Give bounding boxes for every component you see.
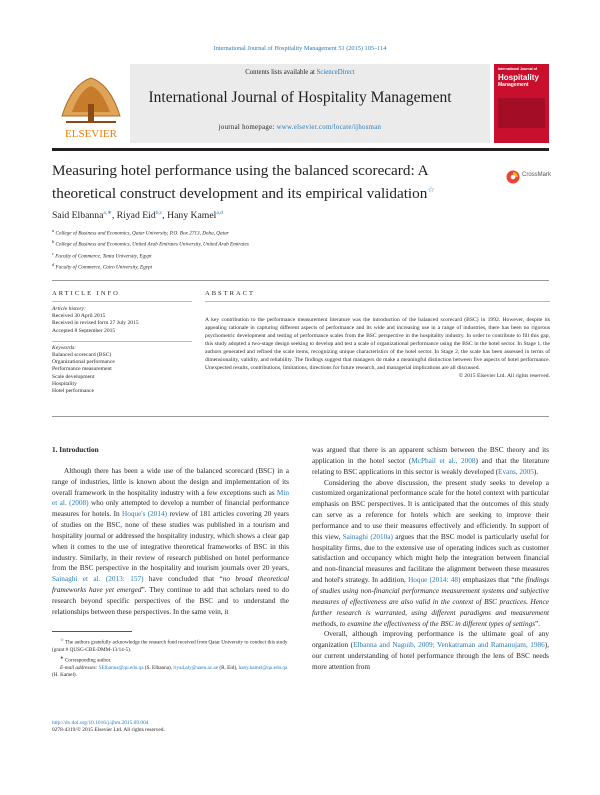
keyword: Hotel performance (52, 388, 95, 395)
funding-note: The authors gratefully acknowledge the research fund received from Qatar University to conduct this study (grant # QUSG-CBE-DMM-13/14-5). (52, 639, 288, 653)
citation-link[interactable]: Sainaghi (2010a) (342, 532, 393, 541)
homepage-link[interactable]: www.elsevier.com/locate/ijhosman (276, 124, 382, 131)
crossmark-label: CrossMark (522, 172, 552, 178)
keyword: Hospitality (52, 380, 77, 387)
quote: no broad theoretical frameworks have yet emerged (52, 575, 289, 595)
affiliation: $^d$ Faculty of Commerce, Cairo University, Egypt (52, 262, 153, 272)
divider (205, 301, 550, 302)
abstract (205, 306, 550, 380)
history-label: Article history: (52, 306, 87, 312)
quote: the findings of studies using non-financial performance measurement systems and subjective measures of effectiveness are also valid in the context of BSC practices. Hence further research is warranted, using different paradigms and measurement methods, to examine the effectiveness of the BSC in different types of settings (312, 576, 550, 628)
doi-block (52, 720, 289, 734)
paragraph: Although there has been a wide use of the balanced scorecard (BSC) in a range of industries, little is known about the design and implementation of its overall framework in the hospitality industry with a few exceptions such as Min et al. (2008) who only attempted to develop a number of financial performance measures for hotels. In Hoque's (2014) review of 181 articles covering 20 years of studies on the BSC, none of these studies was published in a tourism and hospitality journal or addressed the hospitality industry, which shows a clear gap when it comes to the use of integrative theoretical frameworks of BSC in this industry. Similarly, in their review of research published on hotel performance from the BSC perspective in the hospitality and tourism journals over 20 years, Sainaghi et al. (2013: 157) have concluded that “no broad theoretical frameworks have yet emerged”. They continue to add that scholars need to do research beyond specific perspectives of the BSC and to understand the relationships between these perspectives. In the same vein, it (52, 466, 289, 616)
keywords-label: Keywords: (52, 344, 77, 351)
cover-line-1: International Journal of (498, 67, 537, 71)
crossmark-badge[interactable] (506, 168, 550, 186)
journal-citation[interactable]: International Journal of Hospitality Management 51 (2015) 105–114 (213, 45, 387, 52)
citation-link[interactable]: Evans, 2005 (498, 467, 534, 476)
article-title: Measuring hotel performance using the balanced scorecard: A theoretical construct development and its empirical validation☆ (52, 162, 435, 202)
email-link[interactable]: SElbanna@qu.edu.qa (98, 665, 144, 672)
author-list: Said Elbanna$^{a,∗}$, Riyad Eid$^{b,c}$, Hany Kamel$^{a,d}$ (52, 210, 223, 222)
abstract-heading: ABSTRACT (205, 290, 255, 297)
body-column-right (312, 445, 549, 673)
abstract-copyright: © 2015 Elsevier Ltd. All rights reserved. (458, 373, 550, 379)
citation-link[interactable]: Min et al. (2008) (52, 488, 289, 508)
author-name: Riyad Eid (116, 210, 156, 222)
body-column-left (52, 445, 289, 618)
sciencedirect-link[interactable]: ScienceDirect (316, 69, 355, 76)
author-sup[interactable]: b,c (155, 210, 163, 216)
journal-homepage: journal homepage: www.elsevier.com/locate/ijhosman (218, 124, 382, 131)
article-info-heading: ARTICLE INFO (52, 290, 120, 297)
cover-line-3: Management (498, 81, 529, 88)
keyword: Organizational performance (52, 359, 115, 366)
cover-line-2: Hospitality (498, 72, 539, 82)
author-name: Hany Kamel (167, 210, 217, 222)
history-item: Received 30 April 2015 (52, 313, 106, 320)
publisher-name: ELSEVIER (65, 128, 117, 140)
citation-link[interactable]: Hoque's (2014) (121, 510, 168, 519)
journal-title: International Journal of Hospitality Management (148, 89, 452, 106)
affiliation: $^b$ College of Business and Economics, United Arab Emirates University, United Arab Emirates (52, 239, 249, 249)
title-footnote-mark[interactable]: ☆ (427, 184, 435, 194)
history-item: Accepted 8 September 2015 (52, 327, 116, 334)
paragraph: Overall, although improving performance is the ultimate goal of any organization (Elbanna and Naguib, 2009; Venkatraman and Ramanujam, 1986), our current understanding of hotel performance through the lens of BSC needs more attention from (312, 630, 549, 671)
divider (52, 280, 549, 281)
abstract-text: A key contribution to the performance measurement literature was the introduction of the balanced scorecard (BSC) in 1992. However, despite its appealing rationale in capturing different aspects of performance and its wide and increasing use in a range of industries, there has been no rigorous psychometric development and testing of performance scales from the BSC perspective in the hospitality industry. In order to contribute to fill this gap, this study adopted a two-stage design seeking to develop and test a scale of organizational performance using the BSC in the hotel sector. In Stage 1, the authors generated and refined the scale items, recognizing unique characteristics of the hotel sector. In Stage 2, the scale has been assessed in terms of dimensionality, validity, and reliability. The findings suggest that managers do make a meaningful distinction between five aspects of hotel performance. Unexpected results, contributions, limitations, directions for future research, and managerial implications are all discussed. (205, 317, 550, 371)
author-sup[interactable]: a,∗ (103, 210, 112, 216)
citation-link[interactable]: McPhail et al., 2008 (411, 456, 476, 465)
email-link[interactable]: riyad.aly@uaeu.ac.ae (173, 665, 219, 672)
doi-link[interactable]: http://dx.doi.org/10.1016/j.ijhm.2015.09.004 (52, 720, 149, 726)
divider (52, 301, 192, 302)
keyword: Scale development (52, 373, 95, 380)
divider (52, 416, 549, 417)
keyword: Performance measurement (52, 366, 112, 373)
journal-cover-image (494, 64, 549, 143)
article-info (52, 306, 192, 395)
crossmark-icon (506, 170, 520, 184)
footnote-rule (52, 631, 132, 632)
author-name: Said Elbanna (52, 210, 104, 222)
corresponding-author-note: Corresponding author. (64, 657, 112, 664)
citation-link[interactable]: Sainaghi et al. (2013: 157) (52, 575, 144, 584)
paragraph: was argued that there is an apparent schism between the BSC theory and its application in the hotel sector (McPhail et al., 2008) and that the literature relating to BSC applications in this sector is weakly developed (Evans, 2005). (312, 446, 549, 476)
citation-link[interactable]: Elbanna and Naguib, 2009; Venkatraman and Ramanujam, 1986 (353, 641, 545, 650)
paragraph: Considering the above discussion, the present study seeks to develop a customized organizational performance scale for the hotel context with particular emphasis on BSC perspectives. It is anticipated that the outcomes of this study can serve as a reference for hotels which are seeking to improve their performance and to use their measures effectively and efficiently. In support of this view, Sainaghi (2010a) argues that the BSC model is particularly useful for hospitality firms, due to the extensive use of operating indices such as customer satisfaction and occupancy which might help the integration between financial and non-financial measures and facilitate the alignment between these measures and hotel's strategy. In addition, Hoque (2014: 48) emphasizes that “the findings of studies using non-financial performance measurement systems and subjective measures of effectiveness are also valid in the context of BSC practices. Hence further research is warranted, using different paradigms and measurement methods, to examine the effectiveness of the BSC in different types of settings”. (312, 478, 550, 628)
author-sup[interactable]: a,d (216, 210, 223, 216)
issn-line: 0278-4319/© 2015 Elsevier Ltd. All rights reserved. (52, 727, 165, 734)
affiliation: $^a$ College of Business and Economics, Qatar University, P.O. Box 2713, Doha, Qatar (52, 228, 229, 237)
keyword: Balanced scorecard (BSC) (52, 352, 112, 359)
affiliations (52, 227, 249, 273)
email-link[interactable]: hany.kamel@qu.edu.qa (238, 665, 288, 672)
section-title: 1. Introduction (52, 446, 99, 454)
contents-line: Contents lists available at ScienceDirect (245, 69, 355, 76)
citation-link[interactable]: Hoque (2014: 48) (408, 576, 461, 585)
history-item: Received in revised form 27 July 2015 (52, 320, 139, 327)
header-rule (52, 148, 549, 151)
footnotes: ☆ The authors gratefully acknowledge the research fund received from Qatar University to conduct this study (grant # QUSG-CBE-DMM-13/14-5). ∗ Corresponding author. E-mail addresses: SElbanna@qu.edu.qa (S. Elbanna), riyad.aly@uaeu.ac.ae (R. Eid), hany.kamel@qu.edu.qa (H. Kamel). (52, 637, 288, 679)
affiliation: $^c$ Faculty of Commerce, Tanta University, Egypt (52, 250, 152, 260)
